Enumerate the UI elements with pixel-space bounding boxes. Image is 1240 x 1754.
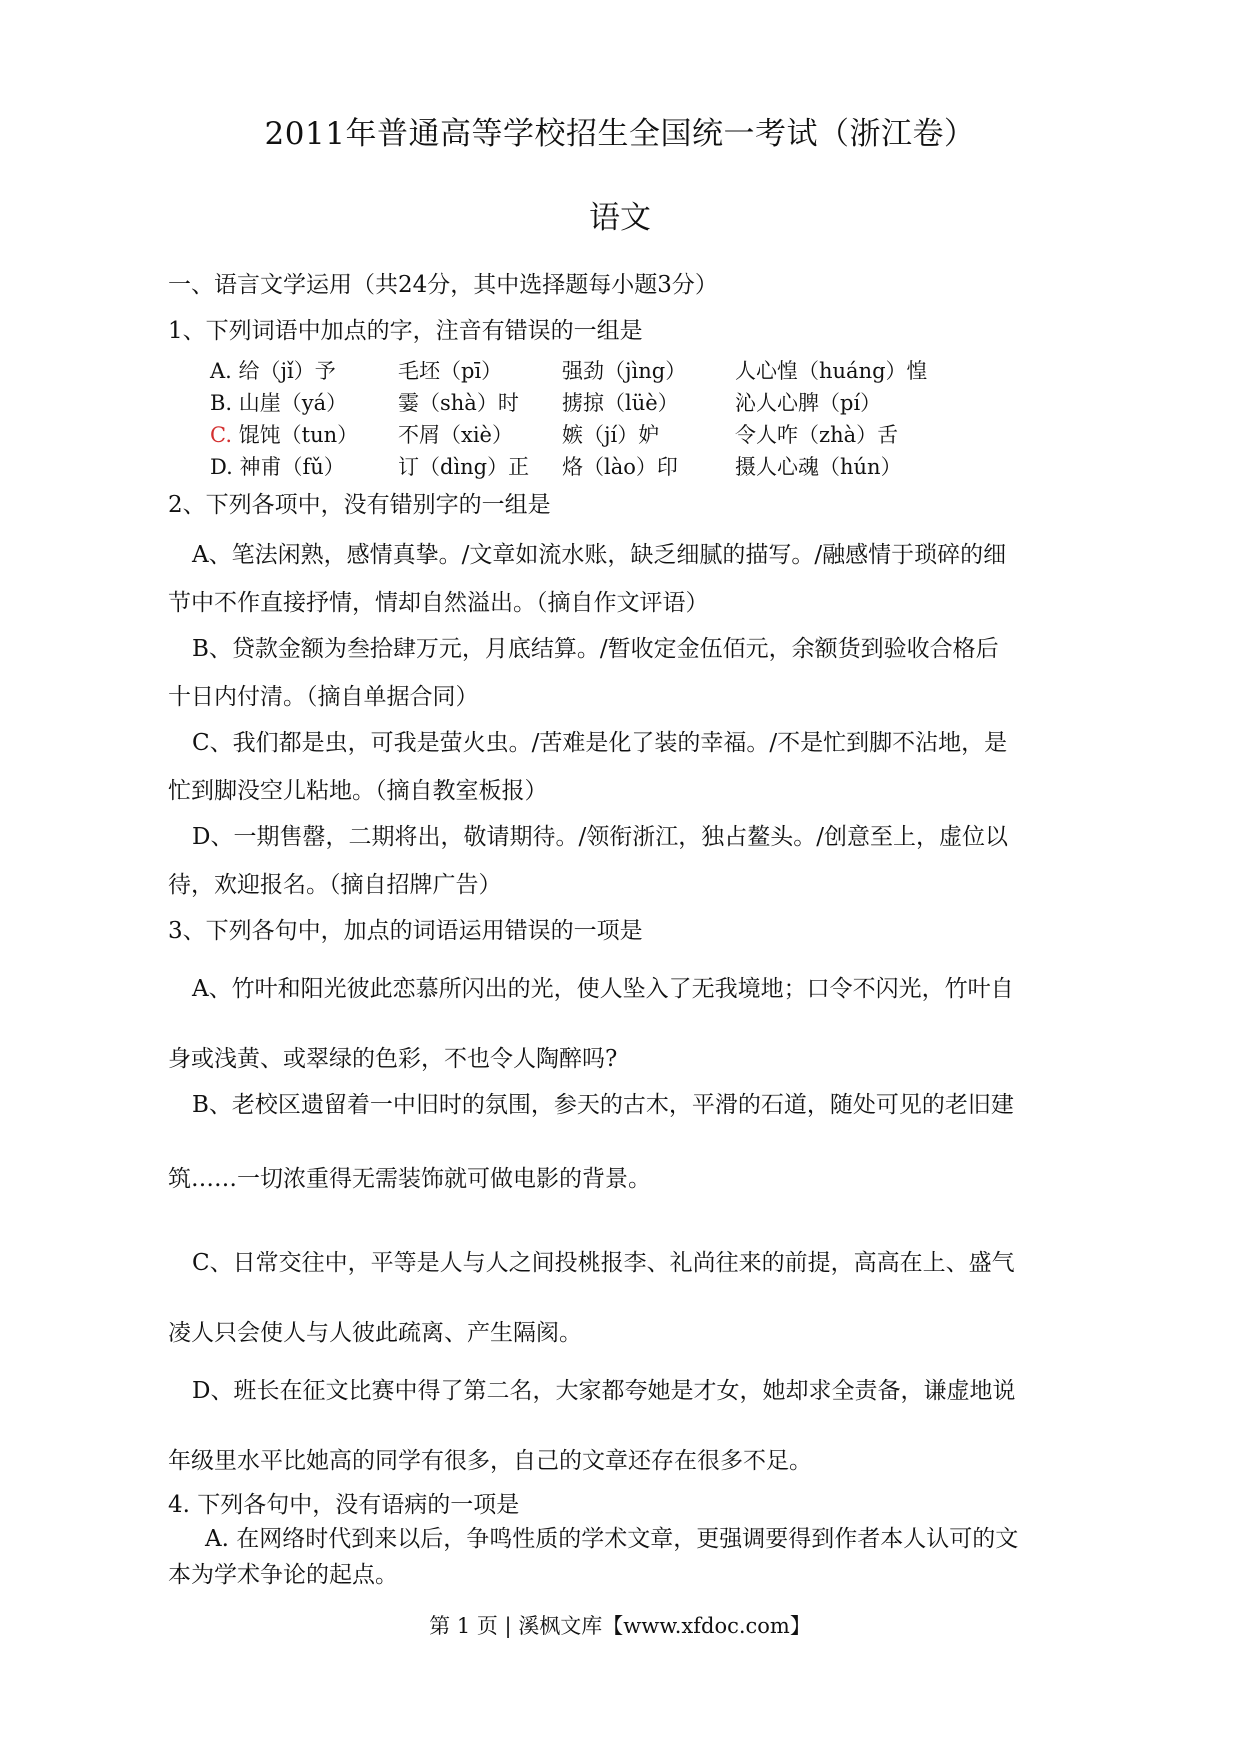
q1-d-item4: 摄人心魂（hún）	[735, 455, 902, 479]
q1-d-item1: 神甫（fǔ）	[239, 455, 345, 479]
q3-option-c-line2: 凌人只会使人与人彼此疏离、产生隔阂。	[168, 1320, 582, 1346]
q2-option-b-line1: B、贷款金额为叁拾肆万元，月底结算。/暂收定金伍佰元，余额货到验收合格后	[192, 636, 999, 662]
section1-heading: 一、语言文学运用（共24分，其中选择题每小题3分）	[168, 272, 718, 298]
q1-c-item1: 馄饨（tun）	[238, 423, 359, 447]
q1-a-item1: 给（jǐ）予	[238, 359, 336, 383]
q2-option-d-line1: D、一期售罄，二期将出，敬请期待。/领衔浙江，独占鳌头。/创意至上，虚位以	[192, 824, 1008, 850]
q1-b-item3: 掳掠（lüè）	[562, 391, 679, 415]
q1-option-c-cell1	[210, 419, 358, 449]
q1-c-item2: 不屑（xiè）	[398, 423, 513, 447]
q2-option-b-line2: 十日内付清。（摘自单据合同）	[168, 684, 479, 710]
q1-b-item1: 山崖（yá）	[238, 391, 348, 415]
subject-title: 语文	[589, 200, 651, 236]
q1-a-item2: 毛坯（pī）	[398, 359, 503, 383]
q3-option-c-line1: C、日常交往中，平等是人与人之间投桃报李、礼尚往来的前提，高高在上、盛气	[192, 1250, 1015, 1276]
q1-stem: 1、下列词语中加点的字，注音有错误的一组是	[168, 318, 643, 344]
q1-d-item2: 订（dìng）正	[398, 455, 530, 479]
q1-a-item4: 人心惶（huáng）惶	[735, 359, 928, 383]
q1-option-a-letter: A.	[210, 359, 232, 383]
q2-stem: 2、下列各项中，没有错别字的一组是	[168, 492, 551, 518]
q3-option-b-line1: B、老校区遗留着一中旧时的氛围，参天的古木，平滑的石道，随处可见的老旧建	[192, 1092, 1014, 1118]
q4-option-a-line1: A. 在网络时代到来以后，争鸣性质的学术文章，更强调要得到作者本人认可的文	[205, 1526, 1019, 1552]
q1-c-item3: 嫉（jí）妒	[562, 423, 660, 447]
q3-option-d-line1: D、班长在征文比赛中得了第二名，大家都夸她是才女，她却求全责备，谦虚地说	[192, 1378, 1016, 1404]
q2-option-d-line2: 待，欢迎报名。（摘自招牌广告）	[168, 872, 502, 898]
q1-d-item3: 烙（lào）印	[562, 455, 678, 479]
q3-option-b-line2: 筑……一切浓重得无需装饰就可做电影的背景。	[168, 1166, 651, 1192]
q2-option-c-line1: C、我们都是虫，可我是萤火虫。/苦难是化了装的幸福。/不是忙到脚不沾地，是	[192, 730, 1008, 756]
q1-option-b-cell1	[210, 387, 347, 417]
q3-stem: 3、下列各句中，加点的词语运用错误的一项是	[168, 918, 643, 944]
q4-stem: 4. 下列各句中，没有语病的一项是	[168, 1492, 520, 1518]
q1-b-item4: 沁人心脾（pí）	[735, 391, 882, 415]
q4-option-a-line2: 本为学术争论的起点。	[168, 1562, 398, 1588]
q3-option-a-line1: A、竹叶和阳光彼此恋慕所闪出的光，使人坠入了无我境地；口令不闪光，竹叶自	[192, 976, 1014, 1002]
q1-option-a-cell1	[210, 355, 336, 385]
q1-option-b-letter: B.	[210, 391, 233, 415]
q3-option-d-line2: 年级里水平比她高的同学有很多，自己的文章还存在很多不足。	[168, 1448, 812, 1474]
q3-option-a-line2: 身或浅黄、或翠绿的色彩，不也令人陶醉吗?	[168, 1046, 618, 1072]
q2-option-c-line2: 忙到脚没空儿粘地。（摘自教室板报）	[168, 778, 548, 804]
q1-option-d-letter: D.	[210, 455, 233, 479]
q2-option-a-line2: 节中不作直接抒情，情却自然溢出。（摘自作文评语）	[168, 590, 709, 616]
q1-a-item3: 强劲（jìng）	[562, 359, 687, 383]
page-footer: 第 1 页 | 溪枫文库【www.xfdoc.com】	[429, 1614, 811, 1638]
q1-option-d-cell1	[210, 451, 345, 481]
q1-option-c-letter: C.	[210, 423, 232, 447]
q1-c-item4: 令人咋（zhà）舌	[735, 423, 899, 447]
q1-b-item2: 霎（shà）时	[398, 391, 519, 415]
exam-title: 2011年普通高等学校招生全国统一考试（浙江卷）	[264, 116, 976, 152]
q2-option-a-line1: A、笔法闲熟，感情真挚。/文章如流水账，缺乏细腻的描写。/融感情于琐碎的细	[192, 542, 1007, 568]
